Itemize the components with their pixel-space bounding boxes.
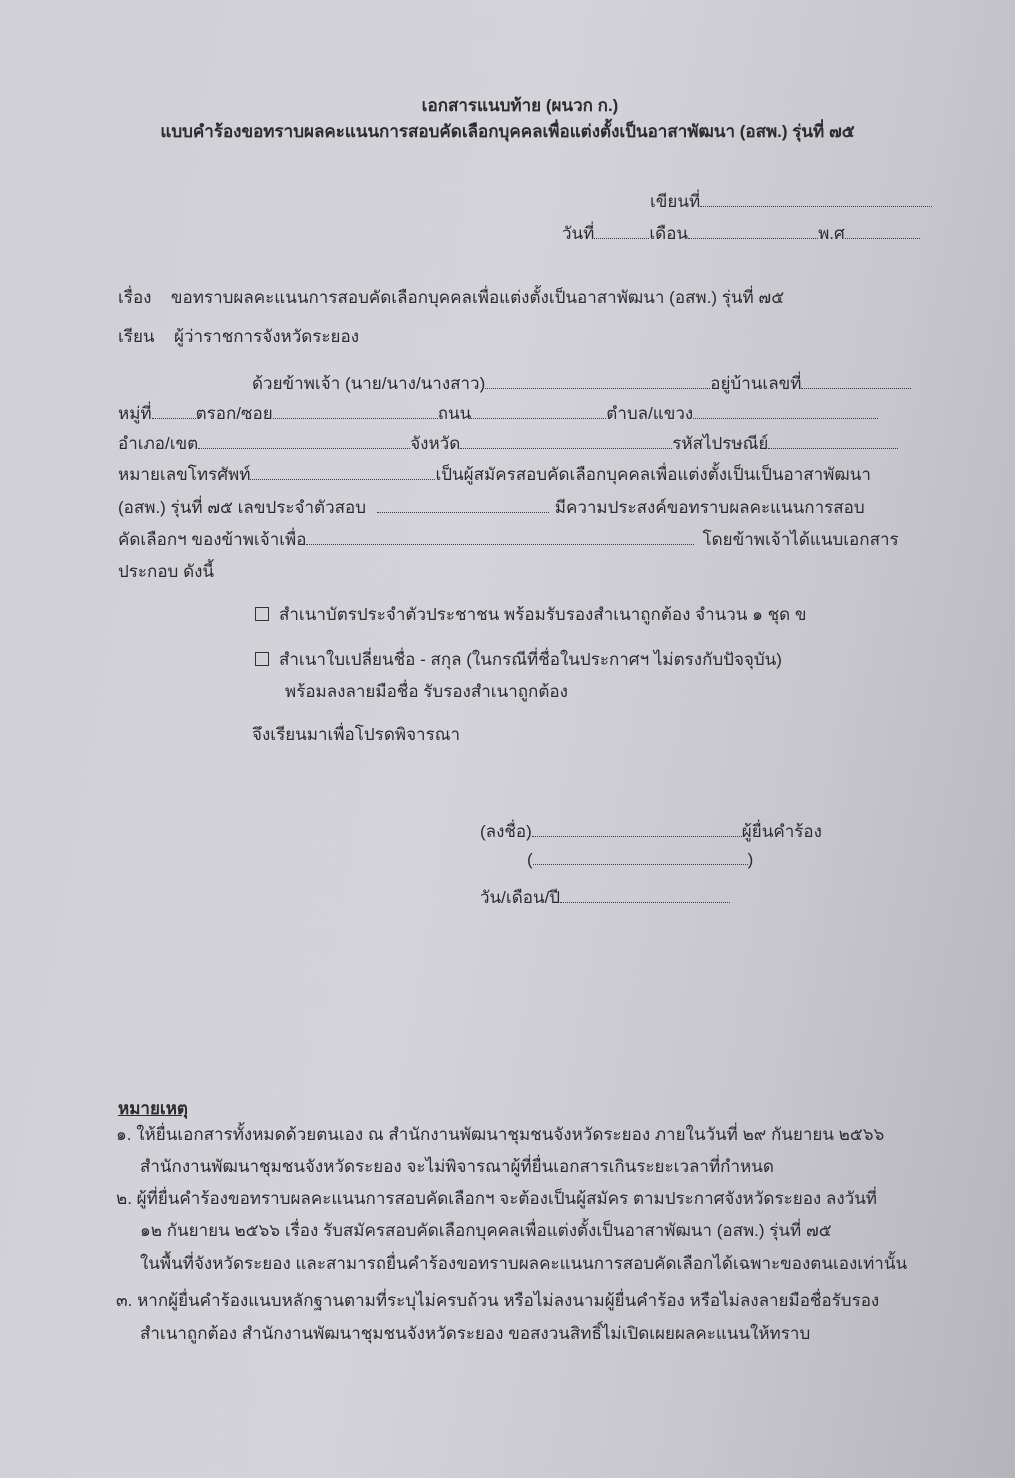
notes-heading: หมายเหตุ: [118, 1099, 188, 1118]
postcode-field[interactable]: [768, 434, 898, 449]
house-no-field[interactable]: [801, 374, 911, 389]
printed-name-line: [527, 850, 753, 870]
attach-text-cont: ประกอบ ดังนี้: [118, 562, 215, 581]
exam-id-line: [118, 494, 865, 521]
date-line: [562, 220, 920, 247]
phone-line: [118, 461, 871, 488]
candidate-text: เป็นผู้สมัครสอบคัดเลือกบุคคลเพื่อแต่งตั้งเป็นเป็นอาสาพัฒนา: [435, 465, 871, 484]
phone-field[interactable]: [250, 465, 435, 480]
attachment-label-cont: พร้อมลงลายมือชื่อ รับรองสำเนาถูกต้อง: [285, 682, 568, 701]
year-label: พ.ศ: [818, 224, 845, 243]
attachment-checkbox-name-change[interactable]: [255, 652, 269, 666]
attachment-checkbox-id-card[interactable]: [255, 607, 269, 621]
sign-label: (ลงชื่อ): [480, 822, 532, 841]
intent-text: มีความประสงค์ขอทราบผลคะแนนการสอบ: [554, 498, 865, 517]
signature-line: [480, 818, 822, 845]
signature-date-label: วัน/เดือน/ปี: [480, 888, 561, 907]
phone-label: หมายเลขโทรศัพท์: [118, 465, 251, 484]
tambon-field[interactable]: [693, 404, 878, 419]
name-field[interactable]: [485, 374, 710, 389]
attachment-item-name-change: [255, 646, 782, 673]
amphoe-label: อำเภอ/เขต: [118, 434, 199, 453]
purpose-line: [118, 526, 899, 553]
amphoe-field[interactable]: [198, 434, 410, 449]
paren-close: ): [747, 850, 754, 869]
day-field[interactable]: [594, 224, 649, 239]
attachment-label: สำเนาใบเปลี่ยนชื่อ - สกุล (ในกรณีที่ชื่อในประกาศฯ ไม่ตรงกับปัจจุบัน): [279, 650, 782, 669]
note-1-line-2: สำนักงานพัฒนาชุมชนจังหวัดระยอง จะไม่พิจารณาผู้ที่ยื่นเอกสารเกินระยะเวลาที่กำหนด: [140, 1157, 774, 1176]
house-no-label: อยู่บ้านเลขที่: [710, 374, 802, 393]
purpose-label: คัดเลือกฯ ของข้าพเจ้าเพื่อ: [118, 530, 307, 549]
note-3-line-2: สำเนาถูกต้อง สำนักงานพัฒนาชุมชนจังหวัดระยอง ขอสงวนสิทธิ์ไม่เปิดเผยผลคะแนนให้ทราบ: [140, 1324, 811, 1343]
paren-open: (: [527, 850, 533, 869]
province-label: จังหวัด: [410, 434, 461, 453]
signature-date-line: [480, 884, 730, 911]
subject-line: [118, 284, 784, 311]
written-at-label: เขียนที่: [650, 192, 701, 211]
note-2-line-2: ๑๒ กันยายน ๒๕๖๖ เรื่อง รับสมัครสอบคัดเลือกบุคคลเพื่อแต่งตั้งเป็นอาสาพัฒนา (อสพ.) รุ่นที่ ๗๕: [140, 1221, 832, 1240]
name-label: ด้วยข้าพเจ้า (นาย/นาง/นางสาว): [252, 374, 486, 393]
role-label: ผู้ยื่นคำร้อง: [741, 822, 822, 841]
note-2-line-1: ๒. ผู้ที่ยื่นคำร้องขอทราบผลคะแนนการสอบคัดเลือกฯ จะต้องเป็นผู้สมัคร ตามประกาศจังหวัดระยอง ลงวันที่: [116, 1189, 878, 1208]
annex-title: เอกสารแนบท้าย (ผนวก ก.): [421, 96, 619, 115]
applicant-name-line: [252, 370, 911, 397]
written-at-line: [650, 188, 932, 215]
tambon-label: ตำบล/แขวง: [606, 404, 694, 423]
batch-text: (อสพ.) รุ่นที่ ๗๕ เลขประจำตัวสอบ: [118, 498, 366, 517]
written-at-field[interactable]: [700, 192, 932, 207]
moo-label: หมู่ที่: [118, 404, 152, 423]
note-2-line-3: ในพื้นที่จังหวัดระยอง และสามารถยื่นคำร้องขอทราบผลคะแนนการสอบคัดเลือกได้เฉพาะของตนเองเท่านั้น: [140, 1254, 908, 1273]
subject-text: ขอทราบผลคะแนนการสอบคัดเลือกบุคคลเพื่อแต่งตั้งเป็นอาสาพัฒนา (อสพ.) รุ่นที่ ๗๕: [170, 288, 785, 307]
province-field[interactable]: [460, 434, 672, 449]
postcode-label: รหัสไปรษณีย์: [672, 434, 769, 453]
moo-field[interactable]: [152, 404, 196, 419]
closing-text: จึงเรียนมาเพื่อโปรดพิจารณา: [252, 725, 461, 744]
signature-field[interactable]: [532, 822, 742, 837]
recipient-text: ผู้ว่าราชการจังหวัดระยอง: [174, 327, 360, 346]
day-label: วันที่: [562, 224, 595, 243]
recipient-line: [118, 323, 359, 350]
soi-field[interactable]: [273, 404, 438, 419]
recipient-label: เรียน: [118, 327, 155, 346]
attachment-label: สำเนาบัตรประจำตัวประชาชน พร้อมรับรองสำเนาถูกต้อง จำนวน ๑ ชุด ข: [279, 605, 807, 624]
purpose-field[interactable]: [306, 530, 694, 545]
exam-id-field[interactable]: [377, 498, 549, 513]
form-title: แบบคำร้องขอทราบผลคะแนนการสอบคัดเลือกบุคคลเพื่อแต่งตั้งเป็นอาสาพัฒนา (อสพ.) รุ่นที่ ๗๕: [160, 122, 855, 141]
month-label: เดือน: [649, 224, 689, 243]
address-line-2: [118, 430, 898, 457]
note-1-line-1: ๑. ให้ยื่นเอกสารทั้งหมดด้วยตนเอง ณ สำนักงานพัฒนาชุมชนจังหวัดระยอง ภายในวันที่ ๒๙ กันยายน ๒๕๖๖: [116, 1125, 885, 1144]
printed-name-field[interactable]: [533, 850, 748, 865]
soi-label: ตรอก/ซอย: [195, 404, 273, 423]
road-label: ถนน: [437, 404, 472, 423]
month-field[interactable]: [688, 224, 818, 239]
attach-text: โดยข้าพเจ้าได้แนบเอกสาร: [702, 530, 899, 549]
subject-label: เรื่อง: [118, 288, 152, 307]
attachment-item-id-card: [255, 601, 807, 628]
address-line-1: [118, 400, 878, 427]
year-field[interactable]: [845, 224, 920, 239]
note-3-line-1: ๓. หากผู้ยื่นคำร้องแนบหลักฐานตามที่ระบุไม่ครบถ้วน หรือไม่ลงนามผู้ยื่นคำร้อง หรือไม่ลงลายมือชื่อรับรอง: [116, 1291, 880, 1310]
road-field[interactable]: [471, 404, 606, 419]
signature-date-field[interactable]: [560, 888, 730, 903]
